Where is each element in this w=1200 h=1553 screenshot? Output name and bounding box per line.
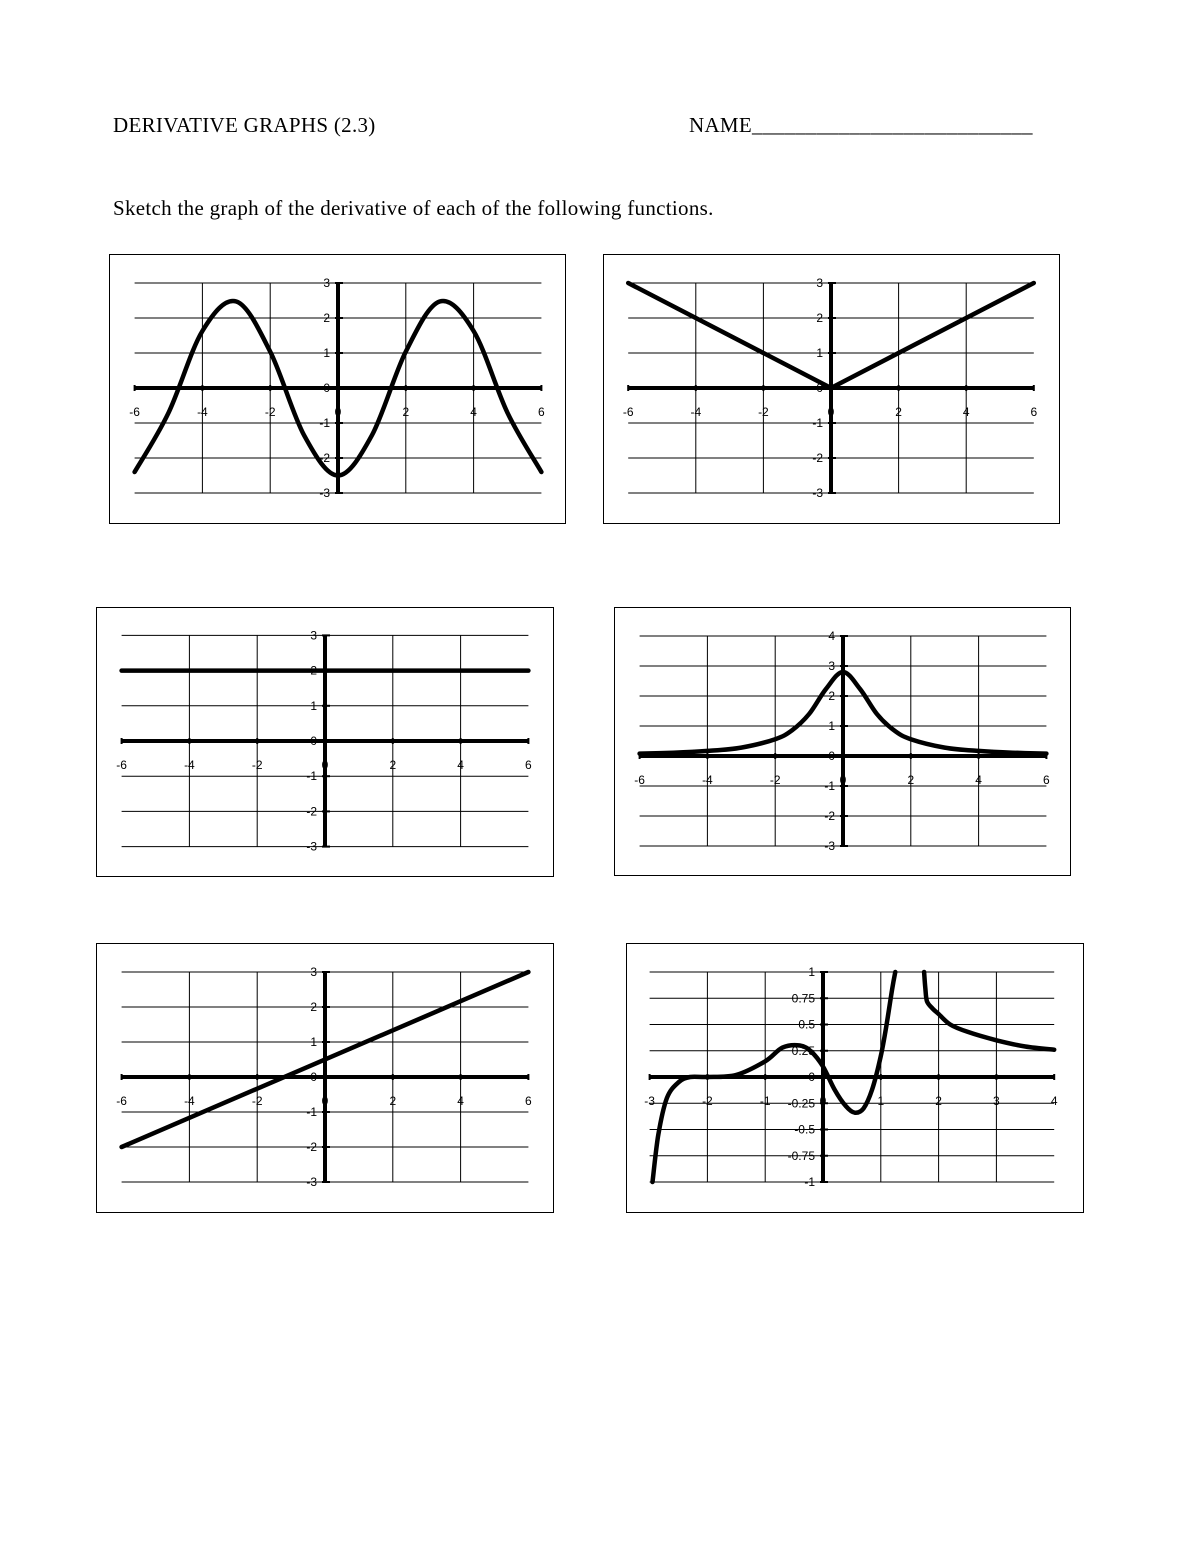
- y-tick-label: 0.5: [798, 1017, 815, 1032]
- graph-panel-4: [614, 607, 1071, 876]
- y-tick-label: 3: [816, 276, 823, 290]
- y-tick-label: 3: [310, 965, 317, 979]
- y-tick-label: -3: [319, 486, 330, 500]
- x-tick-label: 2: [895, 405, 902, 419]
- x-tick-label: 0: [321, 1094, 329, 1108]
- x-tick-label: 4: [457, 1094, 464, 1108]
- x-tick-label: 6: [1043, 773, 1050, 787]
- name-field[interactable]: [689, 113, 1033, 138]
- y-tick-label: 1: [310, 698, 317, 713]
- y-tick-label: 0: [808, 1070, 815, 1084]
- y-tick-label: 1: [310, 1035, 317, 1049]
- y-tick-label: 2: [323, 311, 330, 325]
- x-tick-label: 4: [457, 758, 464, 772]
- y-tick-label: 2: [310, 1000, 317, 1014]
- x-tick-label: -6: [634, 773, 645, 787]
- x-tick-label: -2: [702, 1094, 713, 1108]
- y-tick-label: 3: [323, 276, 330, 290]
- graph-panel-6: [626, 943, 1084, 1213]
- x-tick-label: 2: [935, 1094, 942, 1108]
- y-tick-label: 0: [816, 381, 823, 395]
- x-tick-label: 6: [538, 405, 545, 419]
- x-tick-label: -4: [184, 758, 195, 772]
- instructions: Sketch the graph of the derivative of each of the following functions.: [113, 196, 714, 220]
- x-tick-label: -6: [622, 405, 634, 419]
- y-tick-label: 0: [310, 1070, 317, 1084]
- x-tick-label: 0: [819, 1094, 827, 1108]
- x-tick-label: 6: [525, 758, 532, 772]
- y-tick-label: -3: [306, 839, 317, 854]
- x-tick-label: -3: [644, 1094, 655, 1108]
- y-tick-label: -3: [824, 839, 835, 853]
- y-tick-label: 0.25: [791, 1043, 815, 1058]
- graph-2: [604, 255, 1059, 523]
- x-tick-label: -6: [116, 1094, 127, 1108]
- y-tick-label: 0: [323, 381, 330, 395]
- y-tick-label: -1: [804, 1175, 815, 1189]
- y-tick-label: 2: [310, 663, 317, 678]
- x-tick-label: 1: [877, 1094, 885, 1108]
- graph-1: [110, 255, 565, 523]
- x-tick-label: 0: [827, 405, 835, 419]
- x-tick-label: 3: [993, 1094, 1000, 1108]
- y-tick-label: -2: [306, 1140, 317, 1154]
- x-tick-label: -4: [690, 405, 702, 419]
- y-tick-label: 3: [828, 659, 835, 673]
- x-tick-label: 4: [962, 405, 970, 419]
- x-tick-label: 4: [470, 405, 477, 419]
- y-tick-label: -1: [319, 416, 330, 430]
- x-tick-label: 2: [389, 758, 397, 772]
- x-tick-label: 4: [975, 773, 982, 787]
- y-tick-label: -2: [306, 804, 317, 819]
- y-tick-label: -1: [812, 416, 823, 430]
- y-tick-label: 4: [828, 629, 835, 643]
- x-tick-label: -2: [769, 773, 781, 787]
- x-tick-label: -2: [251, 758, 263, 772]
- y-tick-label: -3: [306, 1175, 317, 1189]
- graph-4: [615, 608, 1070, 875]
- y-tick-label: -3: [812, 486, 823, 500]
- y-tick-label: 0: [828, 749, 835, 763]
- y-tick-label: -0.25: [787, 1096, 815, 1111]
- y-tick-label: -1: [824, 779, 835, 793]
- graph-panel-1: [109, 254, 566, 524]
- y-tick-label: -0.75: [787, 1148, 815, 1163]
- x-tick-label: -6: [116, 758, 127, 772]
- y-tick-label: -2: [319, 451, 330, 465]
- y-tick-label: 0: [310, 734, 317, 748]
- y-tick-label: 0.75: [791, 991, 815, 1006]
- y-tick-label: 2: [816, 311, 823, 325]
- x-tick-label: 6: [525, 1094, 532, 1108]
- x-tick-label: 0: [839, 773, 847, 787]
- x-tick-label: -4: [702, 773, 713, 787]
- y-tick-label: 1: [808, 965, 815, 979]
- y-tick-label: -1: [306, 769, 317, 784]
- x-tick-label: -6: [129, 405, 140, 419]
- graph-panel-2: [603, 254, 1060, 524]
- name-label: NAME: [689, 113, 753, 137]
- y-tick-label: -2: [824, 809, 835, 823]
- x-tick-label: 2: [907, 773, 915, 787]
- x-tick-label: -1: [759, 1094, 771, 1108]
- x-tick-label: -4: [184, 1094, 195, 1108]
- x-tick-label: 6: [1030, 405, 1038, 419]
- x-tick-label: 2: [389, 1094, 397, 1108]
- graph-3: [97, 608, 553, 876]
- y-tick-label: -1: [306, 1105, 317, 1119]
- y-tick-label: 3: [310, 628, 317, 643]
- y-tick-label: 1: [816, 346, 823, 360]
- page-title: DERIVATIVE GRAPHS (2.3): [113, 113, 376, 137]
- x-tick-label: -2: [758, 405, 769, 419]
- graph-panel-5: [96, 943, 554, 1213]
- graph-panel-3: [96, 607, 554, 877]
- y-tick-label: -2: [812, 451, 823, 465]
- name-blank-line[interactable]: __________________________: [752, 113, 1033, 137]
- function-curve: [924, 972, 1054, 1050]
- x-tick-label: 4: [1050, 1094, 1058, 1108]
- x-tick-label: 0: [321, 758, 329, 772]
- graph-6: [627, 944, 1083, 1212]
- y-tick-label: 1: [828, 719, 835, 733]
- y-tick-label: 2: [828, 689, 835, 703]
- y-tick-label: -0.5: [794, 1122, 815, 1137]
- graph-5: [97, 944, 553, 1212]
- x-tick-label: 2: [402, 405, 410, 419]
- y-tick-label: 1: [323, 346, 330, 360]
- x-tick-label: -4: [197, 405, 208, 419]
- x-tick-label: 0: [334, 405, 342, 419]
- x-tick-label: -2: [264, 405, 276, 419]
- x-tick-label: -2: [251, 1094, 263, 1108]
